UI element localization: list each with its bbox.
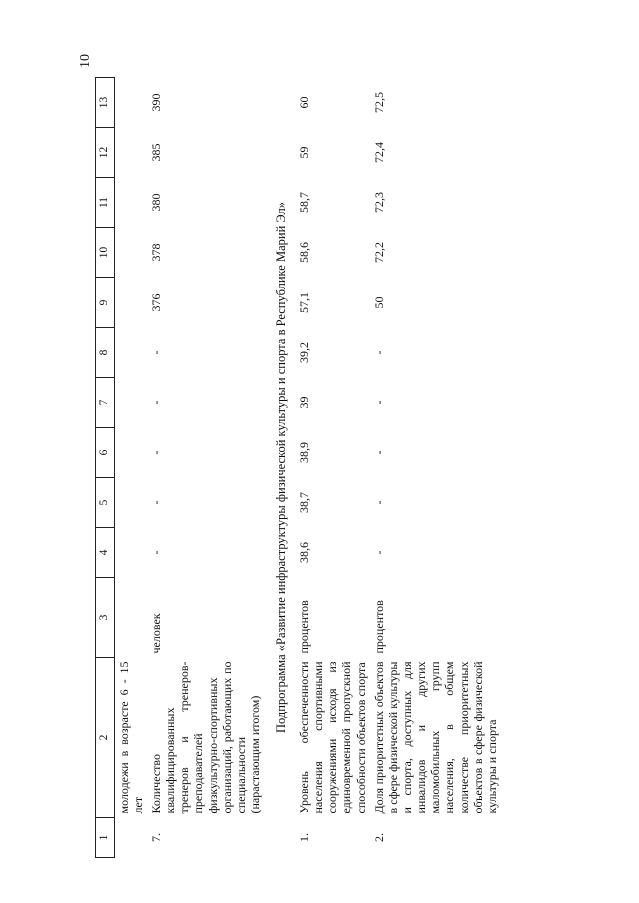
value-cell: -	[371, 500, 386, 505]
header-cell: 9	[96, 278, 115, 328]
header-cell: 2	[96, 658, 115, 818]
rotated-table-container	[95, 78, 565, 858]
value-cell: 385	[148, 143, 163, 162]
header-cell: 5	[96, 478, 115, 528]
indicator-name: Уровень обеспеченности населения спортивными сооружениями исходя из единовременной пропускной способности объектов спорта	[296, 661, 368, 814]
value-cell: 57,1	[296, 292, 311, 313]
value-cell: -	[371, 450, 386, 455]
header-cell: 6	[96, 428, 115, 478]
value-cell: -	[371, 550, 386, 555]
value-cell	[114, 178, 147, 228]
value-cell	[114, 128, 147, 178]
value-cell: 390	[148, 93, 163, 112]
value-cell: 38,7	[296, 492, 311, 513]
header-cell: 13	[96, 78, 115, 128]
table-row	[295, 78, 370, 858]
header-cell: 1	[96, 818, 115, 858]
value-cell: -	[148, 400, 163, 405]
value-cell	[114, 428, 147, 478]
subprogram-row	[264, 78, 295, 858]
row-number: 2.	[371, 833, 386, 842]
value-cell: 39,2	[296, 342, 311, 363]
page-number: 10	[78, 54, 93, 68]
indicator-name: Количество квалифицированных тренеров и тренеров-преподавателей физкультурно-спортивных организаций, работающих по специальности (нарастающим итогом)	[148, 661, 262, 814]
value-cell	[114, 78, 147, 128]
value-cell	[114, 228, 147, 278]
value-cell: 58,7	[296, 192, 311, 213]
value-cell	[114, 378, 147, 428]
table-body	[114, 78, 501, 858]
value-cell	[114, 328, 147, 378]
row-number: 1.	[296, 833, 311, 842]
header-cell: 4	[96, 528, 115, 578]
value-cell: 72,4	[371, 142, 386, 163]
value-cell: 38,9	[296, 442, 311, 463]
value-cell: 39	[296, 396, 311, 409]
unit-cell: процентов	[371, 600, 386, 654]
unit-cell: процентов	[296, 600, 311, 654]
value-cell: 38,6	[296, 542, 311, 563]
row-number: 7.	[148, 833, 163, 842]
value-cell: 58,6	[296, 242, 311, 263]
unit-cell	[114, 578, 147, 658]
value-cell: -	[371, 400, 386, 405]
value-cell: 72,3	[371, 192, 386, 213]
row-number	[114, 818, 147, 858]
value-cell: 376	[148, 293, 163, 312]
value-cell	[114, 478, 147, 528]
value-cell: 59	[296, 146, 311, 159]
header-cell: 7	[96, 378, 115, 428]
value-cell: -	[148, 450, 163, 455]
value-cell: -	[371, 350, 386, 355]
indicator-name: молодежи в возрасте 6 - 15 лет	[116, 661, 145, 814]
value-cell: 60	[296, 96, 311, 109]
table-row	[370, 78, 501, 858]
value-cell: 72,5	[371, 92, 386, 113]
unit-cell: человек	[148, 613, 163, 654]
table-row	[114, 78, 147, 858]
table-header-row	[96, 78, 115, 858]
header-cell: 8	[96, 328, 115, 378]
indicators-table	[95, 77, 501, 858]
value-cell: -	[148, 550, 163, 555]
header-cell: 11	[96, 178, 115, 228]
value-cell: -	[148, 500, 163, 505]
subprogram-title: Подпрограмма «Развитие инфраструктуры физической культуры и спорта в Республике Марий Эл»	[274, 202, 289, 733]
value-cell: 378	[148, 243, 163, 262]
value-cell	[114, 528, 147, 578]
value-cell	[114, 278, 147, 328]
value-cell: 380	[148, 193, 163, 212]
header-cell: 12	[96, 128, 115, 178]
value-cell: 50	[371, 296, 386, 309]
header-cell: 10	[96, 228, 115, 278]
header-cell: 3	[96, 578, 115, 658]
indicator-name: Доля приоритетных объектов в сфере физической культуры и спорта, доступных для инвалидов и других маломобильных групп населения, в общем количестве приоритетных объектов в сфере физической культуры и спорта	[371, 661, 499, 814]
value-cell: 72,2	[371, 242, 386, 263]
table-row	[147, 78, 264, 858]
value-cell: -	[148, 350, 163, 355]
